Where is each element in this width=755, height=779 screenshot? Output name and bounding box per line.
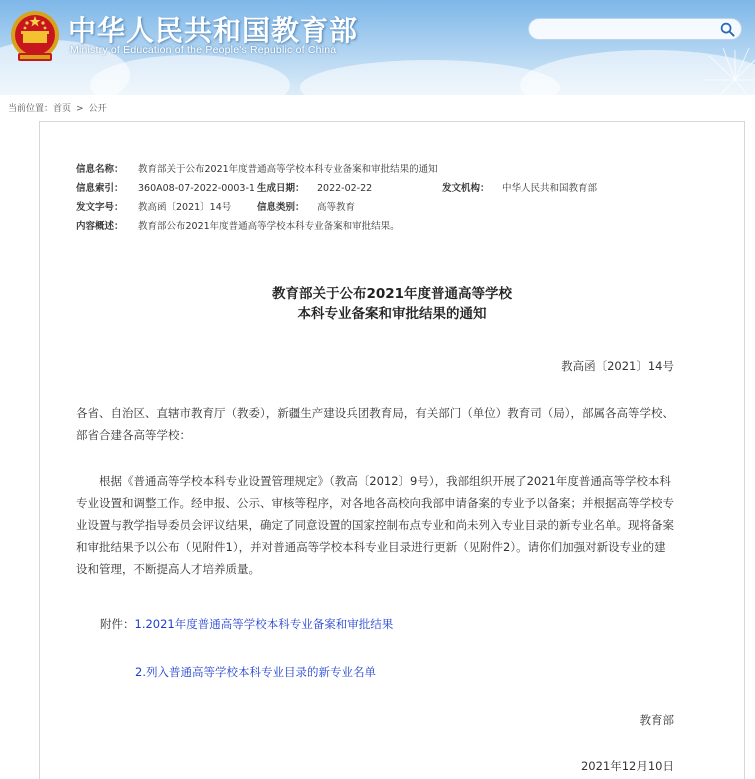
attachment-row-1 (100, 616, 393, 632)
info-index-value: 360A08-07-2022-0003-1 (138, 183, 255, 194)
meta-row-index (76, 179, 716, 198)
summary-label: 内容概述： (76, 221, 124, 232)
dandelion-decoration-icon (695, 40, 755, 95)
info-name-label: 信息名称： (76, 164, 124, 175)
document-metadata (76, 160, 716, 236)
summary-value: 教育部公布2021年度普通高等学校本科专业备案和审批结果。 (138, 221, 400, 232)
created-date-value: 2022-02-22 (317, 183, 373, 194)
site-title[interactable]: 中华人民共和国教育部 (68, 14, 359, 47)
breadcrumb-separator: > (76, 104, 84, 114)
document-title (40, 284, 744, 324)
issuer-value: 中华人民共和国教育部 (502, 183, 598, 194)
issuer-label: 发文机构： (442, 183, 490, 194)
meta-row-docnum (76, 198, 716, 217)
document-title-line1: 教育部关于公布2021年度普通高等学校 (271, 286, 513, 302)
info-name-value: 教育部关于公布2021年度普通高等学校本科专业备案和审批结果的通知 (138, 164, 438, 175)
article-container (39, 121, 745, 779)
document-paragraph: 根据《普通高等学校本科专业设置管理规定》（教高〔2012〕9号），我部组织开展了2021年度普通高等学校本科专业设置和调整工作。经申报、公示、审核等程序，对各地各高校向我部申请备案的专业予以备案；并根据高等学校专业设置与教学指导委员会评议结果，确定了同意设置的国家控制布点专业和尚未列入专业目录的新专业名单。现将备案和审批结果予以公布（见附件1），并对普通高等学校本科专业目录进行更新（见附件2）。请你们加强对新设专业的建设和管理，不断提高人才培养质量。 (76, 474, 674, 576)
category-value: 高等教育 (317, 202, 356, 213)
breadcrumb-home-link[interactable]: 首页 (53, 104, 72, 114)
search-box (528, 18, 742, 40)
site-subtitle: Ministry of Education of the People's Republic of China (70, 44, 337, 56)
document-number: 教高函〔2021〕14号 (561, 359, 674, 373)
created-date-label: 生成日期： (257, 183, 305, 194)
site-header (0, 0, 755, 95)
info-index-label: 信息索引： (76, 183, 124, 194)
doc-number-value: 教高函〔2021〕14号 (138, 202, 232, 213)
document-date: 2021年12月10日 (580, 759, 674, 773)
doc-number-label: 发文字号： (76, 202, 124, 213)
breadcrumb-prefix: 当前位置： (8, 104, 54, 114)
attachment-1-link[interactable]: 1.2021年度普通高等学校本科专业备案和审批结果 (134, 617, 394, 631)
attachment-2-link[interactable]: 2.列入普通高等学校本科专业目录的新专业名单 (135, 665, 376, 679)
search-icon[interactable] (720, 22, 735, 37)
meta-row-name (76, 160, 716, 179)
attachments-label: 附件： (100, 617, 135, 631)
breadcrumb (8, 101, 107, 114)
attachment-row-2 (135, 664, 376, 680)
meta-row-summary (76, 217, 716, 236)
document-title-line2: 本科专业备案和审批结果的通知 (297, 306, 487, 322)
search-input[interactable] (539, 21, 719, 37)
document-salutation: 各省、自治区、直辖市教育厅（教委），新疆生产建设兵团教育局，有关部门（单位）教育司（局），部属各高等学校、部省合建各高等学校： (76, 406, 674, 442)
category-label: 信息类别： (257, 202, 305, 213)
breadcrumb-current-link[interactable]: 公开 (88, 104, 107, 114)
document-signature: 教育部 (639, 713, 674, 727)
national-emblem-icon[interactable] (10, 8, 60, 66)
